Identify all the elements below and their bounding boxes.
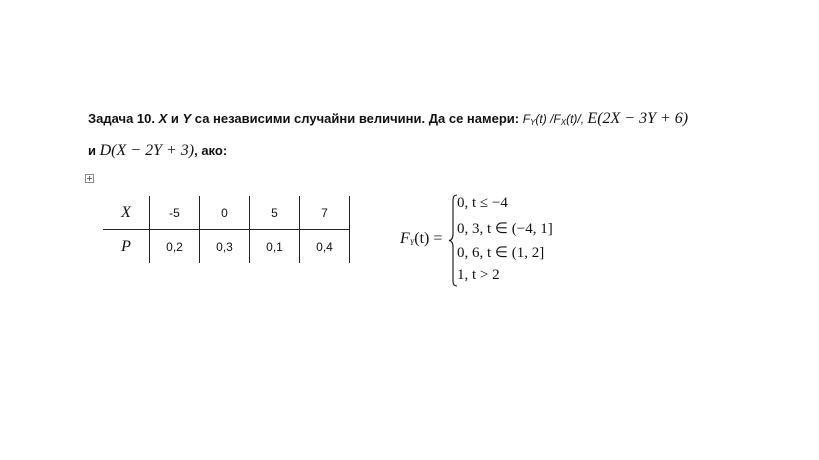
- p-value-cell: 0,4: [300, 230, 350, 264]
- table-row-p: [103, 230, 350, 264]
- cdf-case: 0, 6, t ∈ (1, 2]: [457, 245, 545, 261]
- cdf-case: 1, t > 2: [457, 267, 500, 283]
- x-value-cell: 5: [250, 196, 300, 230]
- cdf-case: 0, 3, t ∈ (−4, 1]: [457, 221, 553, 237]
- p-value-cell: 0,3: [200, 230, 250, 264]
- distribution-table: [103, 196, 350, 263]
- problem-title: Задача 10.: [88, 111, 155, 126]
- problem-statement-line-2: [88, 142, 227, 160]
- p-value-cell: 0,1: [250, 230, 300, 264]
- conjunction-and: и: [167, 111, 183, 126]
- cdf-lhs: $F_Y(t)$ =: [400, 230, 443, 247]
- x-value-cell: -5: [150, 196, 200, 230]
- variable-y: Y: [182, 111, 192, 126]
- problem-statement-line-1: [88, 110, 688, 128]
- cdf-x-symbol: $F_X(t)/$,: [553, 112, 588, 127]
- variance-expression: D(X − 2Y + 3): [99, 142, 195, 159]
- x-value-cell: 7: [300, 196, 350, 230]
- p-value-cell: 0,2: [150, 230, 200, 264]
- p-header-cell: P: [103, 230, 150, 264]
- expectation-expression: E(2X − 3Y + 6): [587, 110, 689, 127]
- cdf-y-symbol: $F_Y(t)$ /: [522, 112, 554, 127]
- x-header-cell: X: [103, 196, 150, 230]
- variable-x: X: [158, 111, 168, 126]
- table-move-handle-icon[interactable]: [85, 174, 94, 183]
- line2-and: и: [88, 143, 100, 158]
- table-row-x: [103, 196, 350, 230]
- problem-text: са независими случайни величини. Да се намери:: [191, 111, 523, 126]
- x-value-cell: 0: [200, 196, 250, 230]
- cdf-case: 0, t ≤ −4: [457, 195, 508, 211]
- line2-ending: , ако:: [194, 143, 228, 158]
